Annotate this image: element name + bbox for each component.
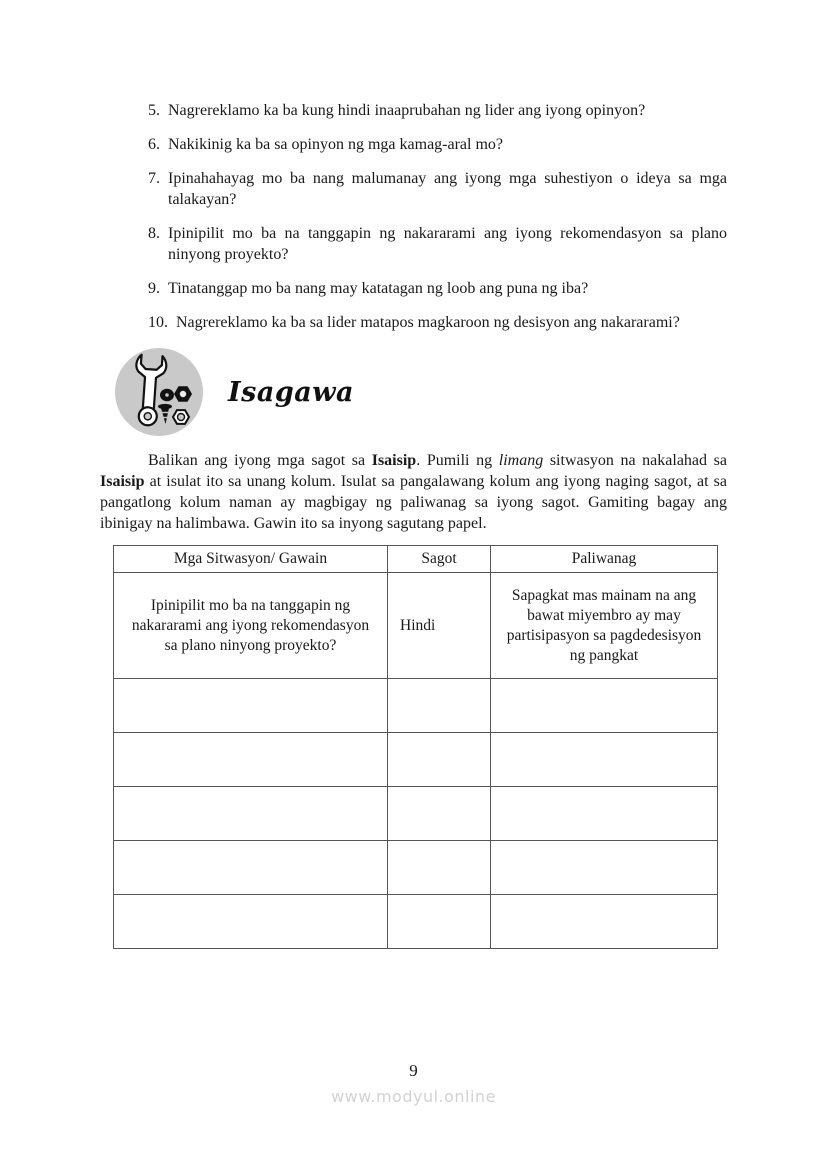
question-text: Nakikinig ka ba sa opinyon ng mga kamag-aral mo? (168, 136, 504, 153)
table-empty-cell (491, 679, 718, 733)
question-number: 9. (148, 280, 160, 297)
question-number: 8. (148, 225, 160, 242)
table-header-row (114, 546, 718, 573)
question-text: Tinatanggap mo ba nang may katatagan ng loob ang puna ng iba? (168, 280, 589, 297)
instructions-segment: Isaisip (100, 473, 145, 490)
table-empty-row (114, 787, 718, 841)
table-empty-cell (114, 841, 388, 895)
table-example-row (114, 573, 718, 679)
questions-list (100, 100, 727, 333)
instructions-segment: Balikan ang iyong mga sagot sa (148, 452, 372, 469)
instructions-segment: . Pumili ng (416, 452, 499, 469)
question-text: Nagrereklamo ka ba sa lider matapos magkaroon ng desisyon ang nakararami? (176, 314, 680, 331)
table-empty-cell (388, 679, 491, 733)
question-item (100, 312, 727, 333)
question-item (100, 134, 727, 155)
watermark: www.modyul.online (331, 1087, 496, 1106)
table-empty-row (114, 679, 718, 733)
table-empty-cell (114, 787, 388, 841)
table-empty-cell (388, 733, 491, 787)
table-cell-sitwasyon: Ipinipilit mo ba na tanggapin ng nakararami ang iyong rekomendasyon sa plano ninyong proyekto? (114, 573, 388, 679)
worksheet-table (113, 545, 718, 949)
instructions-segment: sitwasyon na nakalahad sa (543, 452, 727, 469)
question-number: 7. (148, 170, 160, 187)
table-empty-cell (114, 733, 388, 787)
question-number: 6. (148, 136, 160, 153)
table-empty-row (114, 895, 718, 949)
question-text: Nagrereklamo ka ba kung hindi inaaprubahan ng lider ang iyong opinyon? (168, 102, 646, 119)
table-empty-cell (388, 841, 491, 895)
table-empty-row (114, 841, 718, 895)
instructions-paragraph (100, 450, 727, 534)
question-text: Ipinipilit mo ba na tanggapin ng nakararami ang iyong rekomendasyon sa plano ninyong proyekto? (168, 225, 727, 263)
table-empty-cell (388, 895, 491, 949)
table-empty-cell (114, 895, 388, 949)
table-empty-cell (491, 841, 718, 895)
section-title: Isagawa (228, 376, 354, 408)
table-empty-cell (114, 679, 388, 733)
instructions-segment: limang (498, 452, 544, 469)
table-header-cell: Mga Sitwasyon/ Gawain (114, 546, 388, 573)
table-empty-cell (491, 733, 718, 787)
table-empty-cell (388, 787, 491, 841)
question-number: 10. (148, 314, 168, 331)
question-item (100, 168, 727, 210)
table-empty-row (114, 733, 718, 787)
table-empty-cell (491, 787, 718, 841)
isagawa-section-header (114, 346, 727, 438)
question-item (100, 278, 727, 299)
instructions-segment: at isulat ito sa unang kolum. Isulat sa pangalawang kolum ang iyong naging sagot, at sa pangatlong kolum naman ay magbigay ng paliwanag sa iyong sagot. Gamiting bagay ang ibinigay na halimbawa. Gawin ito sa inyong sagutang papel. (100, 473, 727, 532)
table-cell-paliwanag: Sapagkat mas mainam na ang bawat miyembro ay may partisipasyon sa pagdedesisyon ng pangkat (491, 573, 718, 679)
table-header-cell: Sagot (388, 546, 491, 573)
table-empty-cell (491, 895, 718, 949)
question-text: Ipinahahayag mo ba nang malumanay ang iyong mga suhestiyon o ideya sa mga talakayan? (168, 170, 727, 208)
question-item (100, 100, 727, 121)
wrench-tools-icon (114, 347, 204, 437)
instructions-segment: Isaisip (371, 452, 417, 469)
question-number: 5. (148, 102, 160, 119)
page-number: 9 (409, 1061, 418, 1080)
table-cell-sagot: Hindi (388, 573, 491, 679)
question-item (100, 223, 727, 265)
table-header-cell: Paliwanag (491, 546, 718, 573)
